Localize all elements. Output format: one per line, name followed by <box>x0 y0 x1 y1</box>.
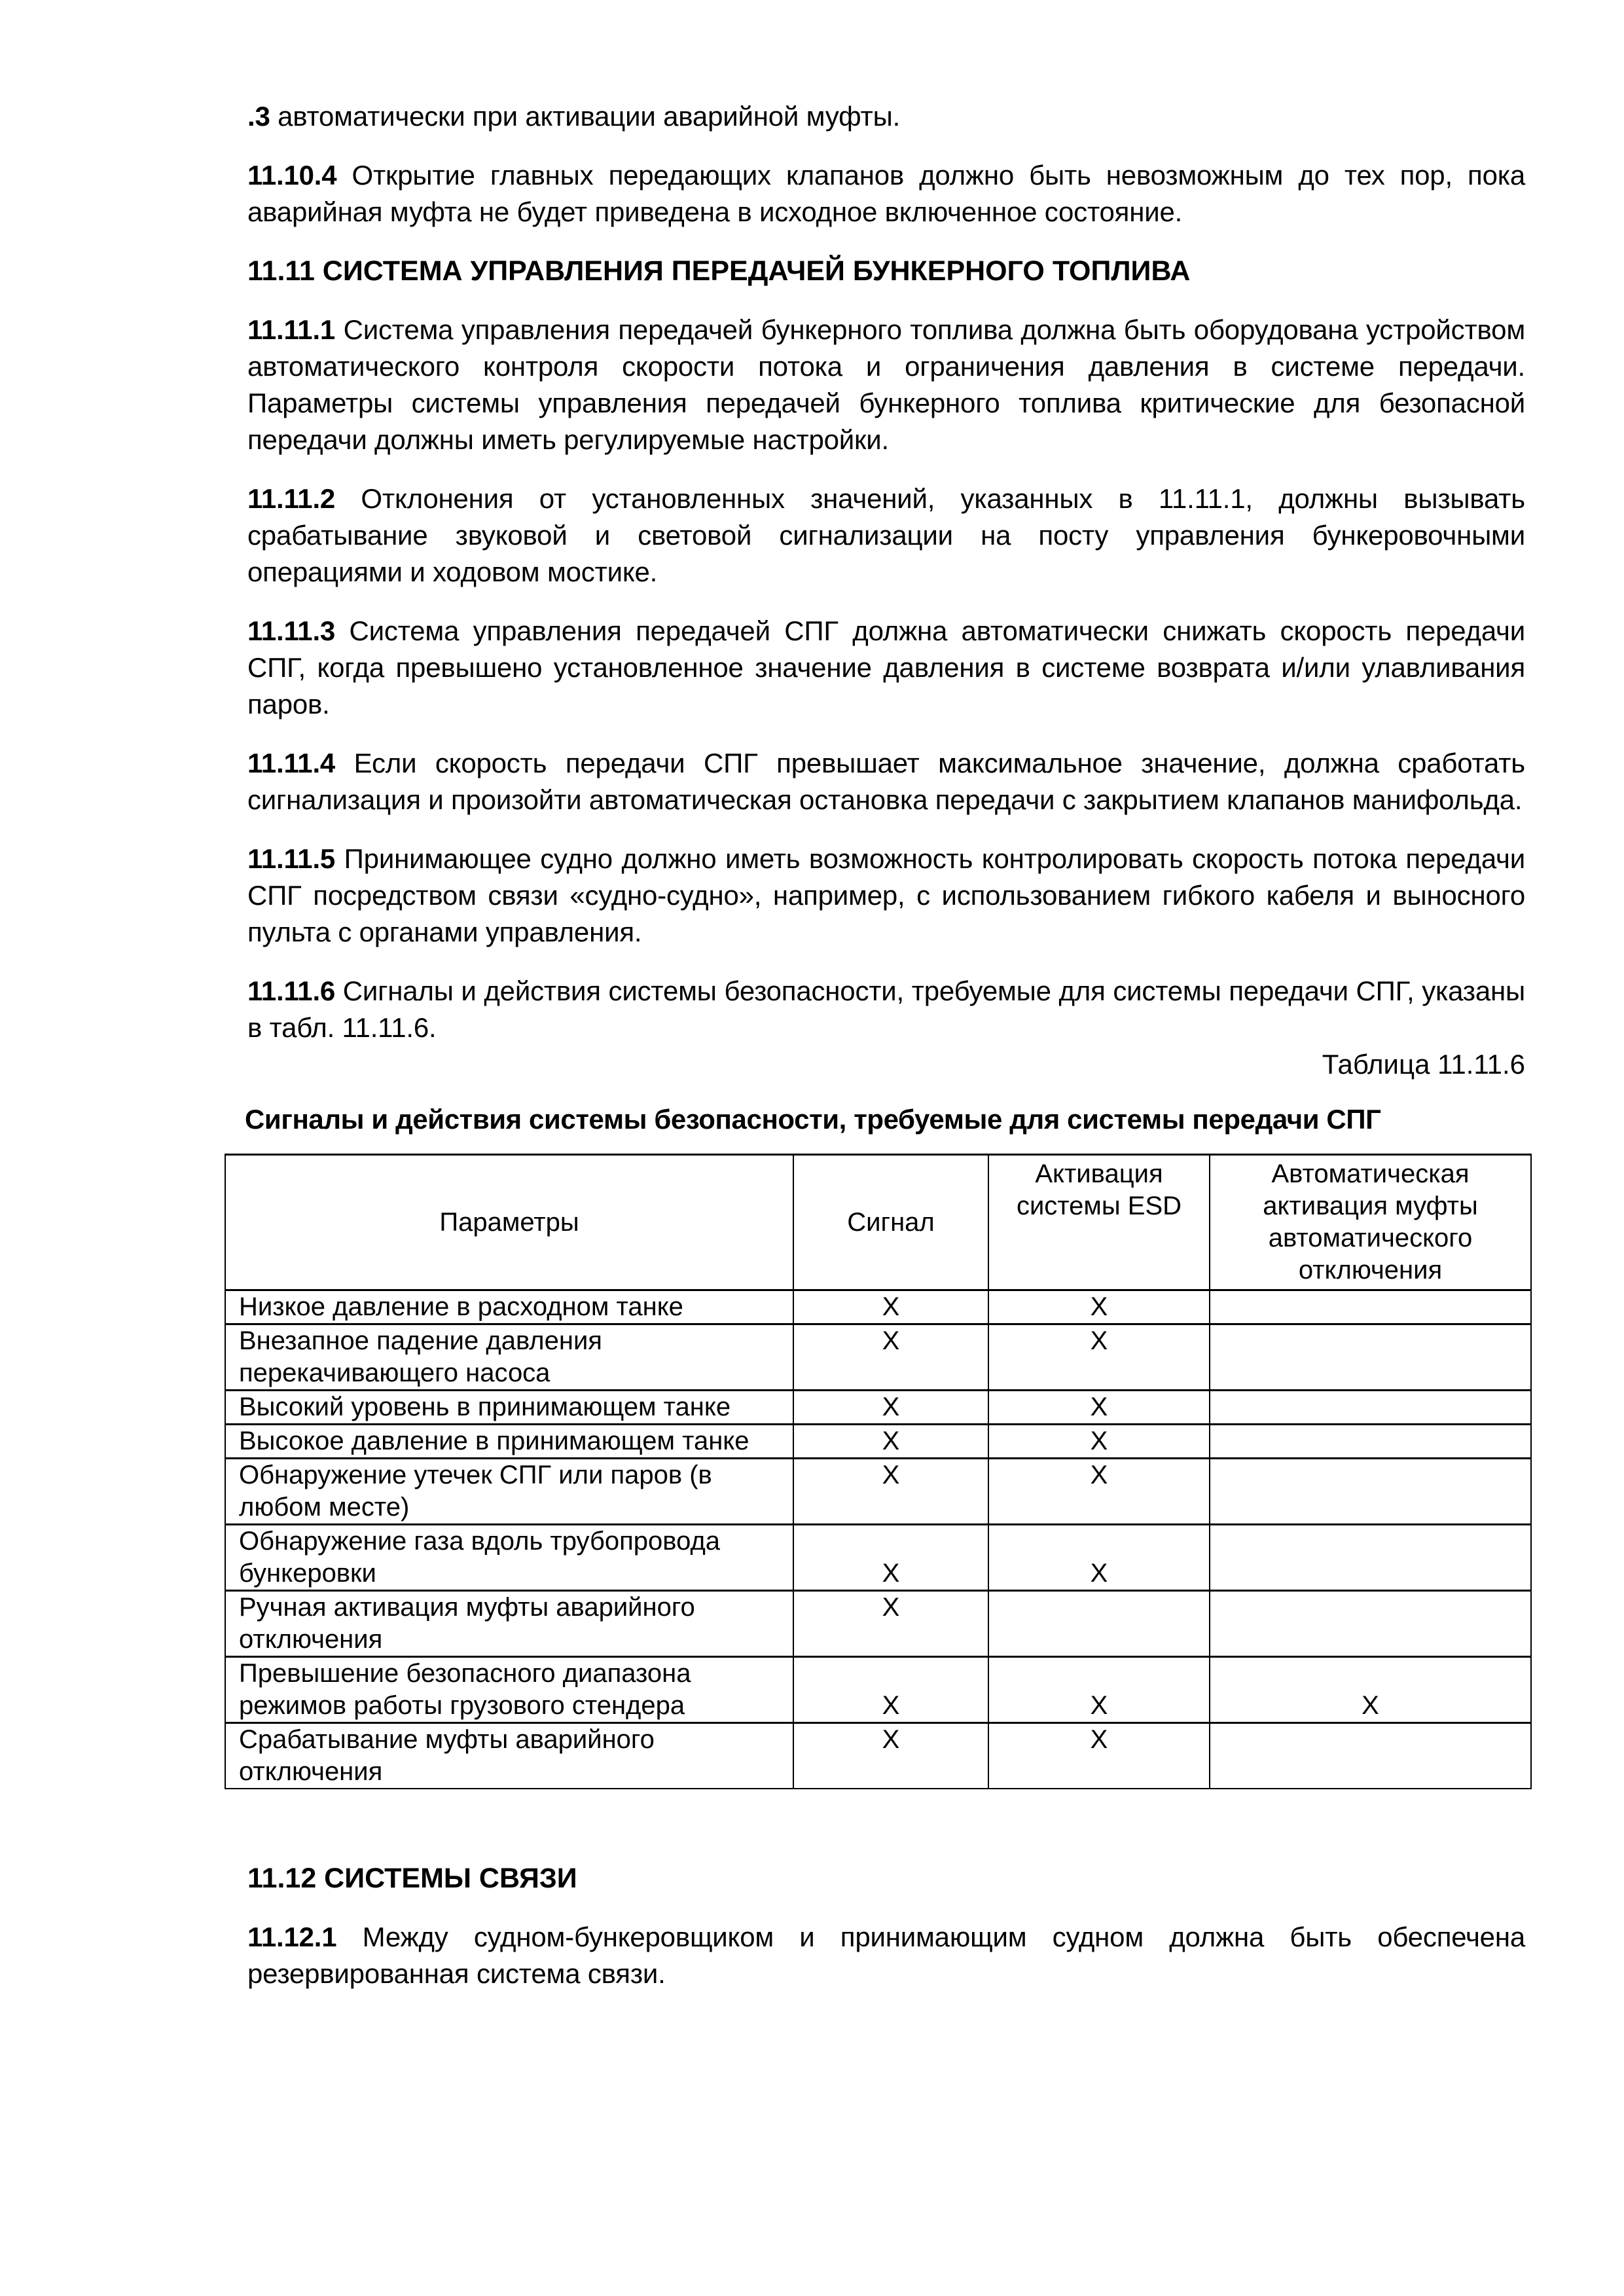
signal-cell: X <box>793 1591 988 1657</box>
signal-cell: X <box>793 1723 988 1789</box>
parameter-cell: Срабатывание муфты аварийного отключения <box>225 1723 793 1789</box>
paragraph-11-12-1 <box>247 1919 1525 1992</box>
paragraph-11-11-2 <box>247 481 1525 591</box>
paragraph-11-11-1 <box>247 312 1525 458</box>
table-row <box>225 1591 1531 1657</box>
table-row <box>225 1324 1531 1391</box>
paragraph-text: Система управления передачей бункерного топлива должна быть оборудована устройством автоматического контроля скорости потока и ограничения давления в системе передачи. Параметры системы управления передачей бункерного топлива критические для безопасной передачи должны иметь регулируемые настройки. <box>247 314 1525 455</box>
signal-cell: X <box>793 1425 988 1459</box>
safety-signals-table <box>225 1154 1532 1789</box>
column-header-auto-release: Автоматическая активация муфты автоматического отключения <box>1210 1155 1531 1290</box>
parameter-cell: Высокий уровень в принимающем танке <box>225 1391 793 1425</box>
auto-release-cell <box>1210 1391 1531 1425</box>
auto-release-cell <box>1210 1525 1531 1591</box>
auto-release-cell <box>1210 1324 1531 1391</box>
signal-cell: X <box>793 1324 988 1391</box>
paragraph-text: Отклонения от установленных значений, указанных в 11.11.1, должны вызывать срабатывание звуковой и световой сигнализации на посту управления бункеровочными операциями и ходовом мостике. <box>247 483 1525 587</box>
paragraph-11-11-6 <box>247 973 1525 1046</box>
table-header-row <box>225 1155 1531 1290</box>
table-row <box>225 1425 1531 1459</box>
auto-release-cell <box>1210 1459 1531 1525</box>
esd-cell <box>988 1591 1210 1657</box>
table-row <box>225 1391 1531 1425</box>
esd-cell: X <box>988 1324 1210 1391</box>
table-row <box>225 1459 1531 1525</box>
esd-cell: X <box>988 1425 1210 1459</box>
paragraph-text: Принимающее судно должно иметь возможность контролировать скорость потока передачи СПГ посредством связи «судно-судно», например, с использованием гибкого кабеля и выносного пульта с органами управления. <box>247 843 1525 947</box>
column-header-signal: Сигнал <box>793 1155 988 1290</box>
signal-cell: X <box>793 1657 988 1723</box>
table-row <box>225 1657 1531 1723</box>
paragraph-number: 11.11.3 <box>247 615 336 646</box>
table-row <box>225 1525 1531 1591</box>
table-row <box>225 1290 1531 1324</box>
paragraph-text: Система управления передачей СПГ должна автоматически снижать скорость передачи СПГ, когда превышено установленное значение давления в системе возврата и/или улавливания паров. <box>247 615 1525 720</box>
document-page <box>239 98 1525 2014</box>
parameter-cell: Обнаружение газа вдоль трубопровода бункеровки <box>225 1525 793 1591</box>
parameter-cell: Высокое давление в принимающем танке <box>225 1425 793 1459</box>
paragraph-number: 11.10.4 <box>247 160 337 191</box>
section-heading-11-11: 11.11 СИСТЕМА УПРАВЛЕНИЯ ПЕРЕДАЧЕЙ БУНКЕРНОГО ТОПЛИВА <box>247 255 1191 287</box>
table-label: Таблица 11.11.6 <box>1322 1049 1525 1080</box>
auto-release-cell: X <box>1210 1657 1531 1723</box>
paragraph-11-11-3 <box>247 613 1525 723</box>
paragraph-number: 11.12.1 <box>247 1922 337 1952</box>
column-header-esd: Активация системы ESD <box>988 1155 1210 1290</box>
paragraph-number: 11.11.5 <box>247 843 336 874</box>
paragraph-text: Если скорость передачи СПГ превышает максимальное значение, должна сработать сигнализация и произойти автоматическая остановка передачи с закрытием клапанов манифольда. <box>247 748 1525 815</box>
column-header-parameters: Параметры <box>225 1155 793 1290</box>
paragraph-11-11-5 <box>247 841 1525 951</box>
signal-cell: X <box>793 1525 988 1591</box>
paragraph-number: 11.11.4 <box>247 748 336 778</box>
table-title: Сигналы и действия системы безопасности, требуемые для системы передачи СПГ <box>245 1104 1381 1135</box>
auto-release-cell <box>1210 1591 1531 1657</box>
parameter-cell: Обнаружение утечек СПГ или паров (в любом месте) <box>225 1459 793 1525</box>
spacer <box>247 1789 1525 1860</box>
signal-cell: X <box>793 1290 988 1324</box>
esd-cell: X <box>988 1657 1210 1723</box>
paragraph-number: 11.11.1 <box>247 314 336 345</box>
paragraph-11-11-4 <box>247 745 1525 818</box>
signal-cell: X <box>793 1391 988 1425</box>
parameter-cell: Низкое давление в расходном танке <box>225 1290 793 1324</box>
paragraph-11-10-4 <box>247 157 1525 230</box>
paragraph-text: Между судном-бункеровщиком и принимающим судном должна быть обеспечена резервированная система связи. <box>247 1922 1525 1989</box>
parameter-cell: Превышение безопасного диапазона режимов работы грузового стендера <box>225 1657 793 1723</box>
table-row <box>225 1723 1531 1789</box>
auto-release-cell <box>1210 1723 1531 1789</box>
esd-cell: X <box>988 1290 1210 1324</box>
auto-release-cell <box>1210 1290 1531 1324</box>
item-number: .3 <box>247 101 270 132</box>
paragraph-number: 11.11.2 <box>247 483 336 514</box>
paragraph-text: Сигналы и действия системы безопасности, требуемые для системы передачи СПГ, указаны в табл. 11.11.6. <box>247 975 1525 1043</box>
parameter-cell: Внезапное падение давления перекачивающего насоса <box>225 1324 793 1391</box>
auto-release-cell <box>1210 1425 1531 1459</box>
signal-cell: X <box>793 1459 988 1525</box>
parameter-cell: Ручная активация муфты аварийного отключения <box>225 1591 793 1657</box>
list-item-3 <box>247 98 1525 135</box>
paragraph-text: Открытие главных передающих клапанов должно быть невозможным до тех пор, пока аварийная муфта не будет приведена в исходное включенное состояние. <box>247 160 1525 227</box>
esd-cell: X <box>988 1525 1210 1591</box>
section-heading-11-12: 11.12 СИСТЕМЫ СВЯЗИ <box>247 1863 577 1894</box>
paragraph-number: 11.11.6 <box>247 975 336 1006</box>
esd-cell: X <box>988 1459 1210 1525</box>
esd-cell: X <box>988 1723 1210 1789</box>
esd-cell: X <box>988 1391 1210 1425</box>
item-text: автоматически при активации аварийной муфты. <box>270 101 901 132</box>
